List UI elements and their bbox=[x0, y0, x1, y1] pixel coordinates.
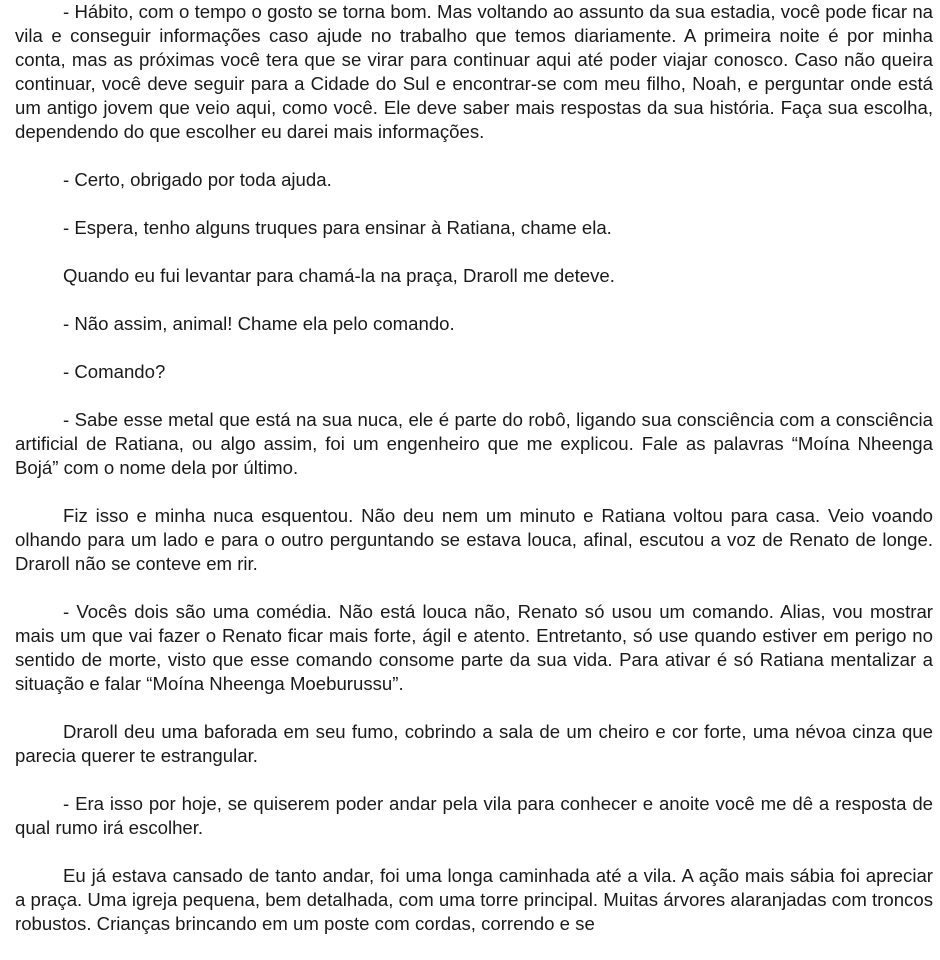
document-page bbox=[15, 0, 933, 960]
paragraph: - Comando? bbox=[63, 361, 166, 382]
paragraph: Eu já estava cansado de tanto andar, foi uma longa caminhada até a vila. A ação mais sábia foi apreciar a praça. Uma igreja pequena, bem detalhada, com uma torre principal. Muitas árvores alaranjadas com troncos robustos. Crianças brincando em um poste com cordas, correndo e se bbox=[15, 865, 933, 934]
paragraph: - Espera, tenho alguns truques para ensinar à Ratiana, chame ela. bbox=[63, 217, 612, 238]
paragraph: - Certo, obrigado por toda ajuda. bbox=[63, 169, 332, 190]
paragraph: - Era isso por hoje, se quiserem poder andar pela vila para conhecer e anoite você me dê a resposta de qual rumo irá escolher. bbox=[15, 793, 933, 838]
paragraph: Quando eu fui levantar para chamá-la na praça, Draroll me deteve. bbox=[63, 265, 615, 286]
paragraph: - Não assim, animal! Chame ela pelo comando. bbox=[63, 313, 455, 334]
paragraph: Fiz isso e minha nuca esquentou. Não deu nem um minuto e Ratiana voltou para casa. Veio voando olhando para um lado e para o outro perguntando se estava louca, afinal, escutou a voz de Renato de longe. Draroll não se conteve em rir. bbox=[15, 505, 933, 574]
paragraph: - Vocês dois são uma comédia. Não está louca não, Renato só usou um comando. Alias, vou mostrar mais um que vai fazer o Renato ficar mais forte, ágil e atento. Entretanto, só use quando estiver em perigo no sentido de morte, visto que esse comando consome parte da sua vida. Para ativar é só Ratiana mentalizar a situação e falar “Moína Nheenga Moeburussu”. bbox=[15, 601, 933, 694]
paragraph: - Sabe esse metal que está na sua nuca, ele é parte do robô, ligando sua consciência com a consciência artificial de Ratiana, ou algo assim, foi um engenheiro que me explicou. Fale as palavras “Moína Nheenga Bojá” com o nome dela por último. bbox=[15, 409, 933, 478]
paragraph: Draroll deu uma baforada em seu fumo, cobrindo a sala de um cheiro e cor forte, uma névoa cinza que parecia querer te estrangular. bbox=[15, 721, 933, 766]
paragraph: - Hábito, com o tempo o gosto se torna bom. Mas voltando ao assunto da sua estadia, você pode ficar na vila e conseguir informações caso ajude no trabalho que temos diariamente. A primeira noite é por minha conta, mas as próximas você tera que se virar para continuar aqui até poder viajar conosco. Caso não queira continuar, você deve seguir para a Cidade do Sul e encontrar-se com meu filho, Noah, e perguntar onde está um antigo jovem que veio aqui, como você. Ele deve saber mais respostas da sua história. Faça sua escolha, dependendo do que escolher eu darei mais informações. bbox=[15, 1, 933, 142]
